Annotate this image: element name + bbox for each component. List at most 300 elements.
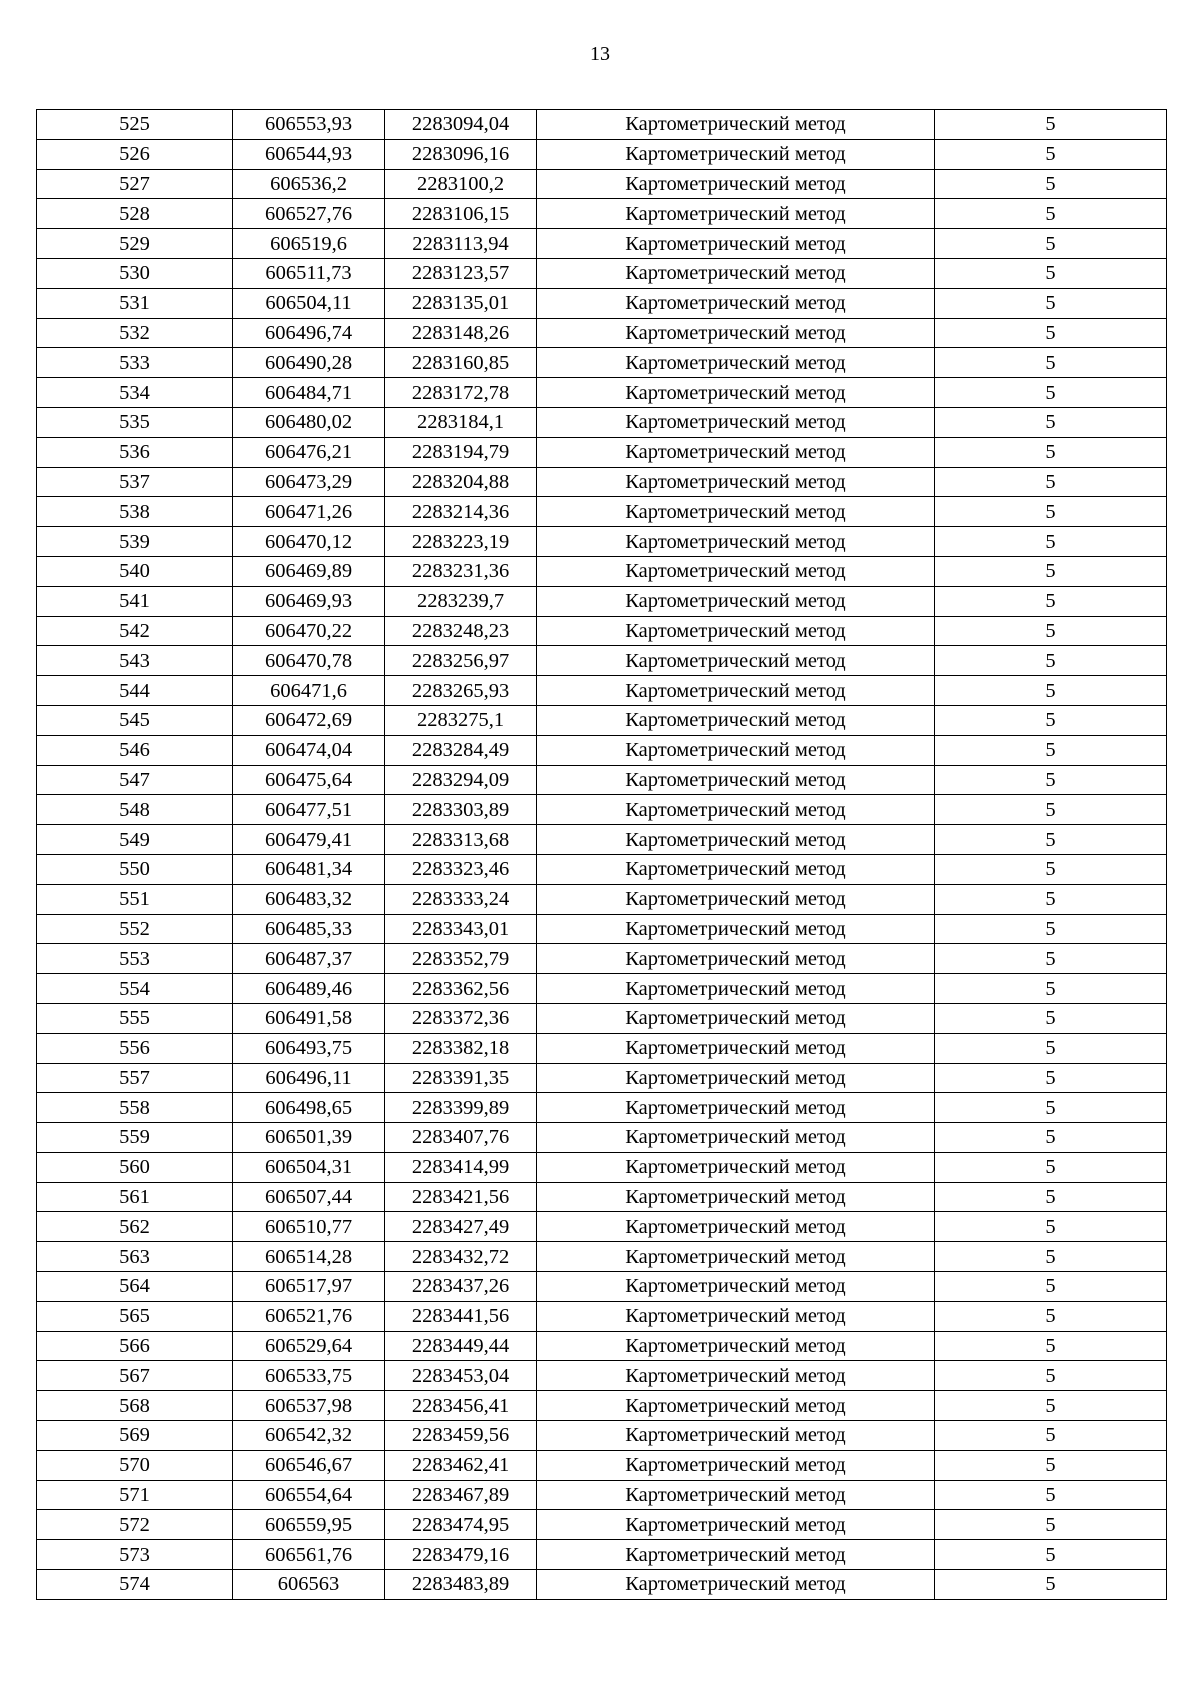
accuracy-cell: 5 bbox=[935, 1480, 1167, 1510]
method-cell: Картометрический метод bbox=[537, 1242, 935, 1272]
point-number-cell: 546 bbox=[37, 735, 233, 765]
x-coordinate-cell: 606504,31 bbox=[233, 1152, 385, 1182]
point-number-cell: 574 bbox=[37, 1570, 233, 1600]
method-cell: Картометрический метод bbox=[537, 1361, 935, 1391]
y-coordinate-cell: 2283223,19 bbox=[385, 527, 537, 557]
table-row bbox=[37, 348, 1167, 378]
accuracy-cell: 5 bbox=[935, 735, 1167, 765]
accuracy-cell: 5 bbox=[935, 437, 1167, 467]
method-cell: Картометрический метод bbox=[537, 795, 935, 825]
accuracy-cell: 5 bbox=[935, 199, 1167, 229]
method-cell: Картометрический метод bbox=[537, 467, 935, 497]
table-row bbox=[37, 616, 1167, 646]
point-number-cell: 545 bbox=[37, 705, 233, 735]
point-number-cell: 534 bbox=[37, 378, 233, 408]
x-coordinate-cell: 606529,64 bbox=[233, 1331, 385, 1361]
x-coordinate-cell: 606489,46 bbox=[233, 974, 385, 1004]
accuracy-cell: 5 bbox=[935, 318, 1167, 348]
y-coordinate-cell: 2283474,95 bbox=[385, 1510, 537, 1540]
table-row bbox=[37, 378, 1167, 408]
point-number-cell: 570 bbox=[37, 1450, 233, 1480]
point-number-cell: 569 bbox=[37, 1421, 233, 1451]
accuracy-cell: 5 bbox=[935, 944, 1167, 974]
point-number-cell: 538 bbox=[37, 497, 233, 527]
y-coordinate-cell: 2283343,01 bbox=[385, 914, 537, 944]
point-number-cell: 532 bbox=[37, 318, 233, 348]
method-cell: Картометрический метод bbox=[537, 825, 935, 855]
y-coordinate-cell: 2283135,01 bbox=[385, 288, 537, 318]
point-number-cell: 542 bbox=[37, 616, 233, 646]
point-number-cell: 563 bbox=[37, 1242, 233, 1272]
point-number-cell: 561 bbox=[37, 1182, 233, 1212]
method-cell: Картометрический метод bbox=[537, 497, 935, 527]
method-cell: Картометрический метод bbox=[537, 1421, 935, 1451]
table-row bbox=[37, 1242, 1167, 1272]
x-coordinate-cell: 606469,93 bbox=[233, 586, 385, 616]
method-cell: Картометрический метод bbox=[537, 199, 935, 229]
table-row bbox=[37, 229, 1167, 259]
method-cell: Картометрический метод bbox=[537, 139, 935, 169]
y-coordinate-cell: 2283352,79 bbox=[385, 944, 537, 974]
method-cell: Картометрический метод bbox=[537, 1570, 935, 1600]
point-number-cell: 531 bbox=[37, 288, 233, 318]
point-number-cell: 560 bbox=[37, 1152, 233, 1182]
x-coordinate-cell: 606527,76 bbox=[233, 199, 385, 229]
y-coordinate-cell: 2283172,78 bbox=[385, 378, 537, 408]
y-coordinate-cell: 2283414,99 bbox=[385, 1152, 537, 1182]
method-cell: Картометрический метод bbox=[537, 527, 935, 557]
table-row bbox=[37, 258, 1167, 288]
x-coordinate-cell: 606501,39 bbox=[233, 1123, 385, 1153]
method-cell: Картометрический метод bbox=[537, 974, 935, 1004]
y-coordinate-cell: 2283449,44 bbox=[385, 1331, 537, 1361]
point-number-cell: 551 bbox=[37, 884, 233, 914]
x-coordinate-cell: 606491,58 bbox=[233, 1003, 385, 1033]
method-cell: Картометрический метод bbox=[537, 646, 935, 676]
accuracy-cell: 5 bbox=[935, 110, 1167, 140]
x-coordinate-cell: 606533,75 bbox=[233, 1361, 385, 1391]
accuracy-cell: 5 bbox=[935, 1450, 1167, 1480]
accuracy-cell: 5 bbox=[935, 407, 1167, 437]
method-cell: Картометрический метод bbox=[537, 1033, 935, 1063]
accuracy-cell: 5 bbox=[935, 1272, 1167, 1302]
accuracy-cell: 5 bbox=[935, 556, 1167, 586]
method-cell: Картометрический метод bbox=[537, 765, 935, 795]
y-coordinate-cell: 2283094,04 bbox=[385, 110, 537, 140]
y-coordinate-cell: 2283303,89 bbox=[385, 795, 537, 825]
table-row bbox=[37, 1152, 1167, 1182]
method-cell: Картометрический метод bbox=[537, 1331, 935, 1361]
point-number-cell: 568 bbox=[37, 1391, 233, 1421]
point-number-cell: 573 bbox=[37, 1540, 233, 1570]
x-coordinate-cell: 606480,02 bbox=[233, 407, 385, 437]
method-cell: Картометрический метод bbox=[537, 586, 935, 616]
table-row bbox=[37, 1003, 1167, 1033]
x-coordinate-cell: 606473,29 bbox=[233, 467, 385, 497]
table-row bbox=[37, 1510, 1167, 1540]
y-coordinate-cell: 2283399,89 bbox=[385, 1093, 537, 1123]
point-number-cell: 556 bbox=[37, 1033, 233, 1063]
method-cell: Картометрический метод bbox=[537, 258, 935, 288]
x-coordinate-cell: 606474,04 bbox=[233, 735, 385, 765]
table-row bbox=[37, 556, 1167, 586]
method-cell: Картометрический метод bbox=[537, 1182, 935, 1212]
x-coordinate-cell: 606563 bbox=[233, 1570, 385, 1600]
table-row bbox=[37, 825, 1167, 855]
method-cell: Картометрический метод bbox=[537, 1272, 935, 1302]
table-row bbox=[37, 646, 1167, 676]
method-cell: Картометрический метод bbox=[537, 1391, 935, 1421]
table-row bbox=[37, 854, 1167, 884]
method-cell: Картометрический метод bbox=[537, 437, 935, 467]
accuracy-cell: 5 bbox=[935, 1093, 1167, 1123]
table-row bbox=[37, 1331, 1167, 1361]
x-coordinate-cell: 606546,67 bbox=[233, 1450, 385, 1480]
method-cell: Картометрический метод bbox=[537, 348, 935, 378]
table-row bbox=[37, 705, 1167, 735]
y-coordinate-cell: 2283294,09 bbox=[385, 765, 537, 795]
x-coordinate-cell: 606554,64 bbox=[233, 1480, 385, 1510]
accuracy-cell: 5 bbox=[935, 1510, 1167, 1540]
point-number-cell: 539 bbox=[37, 527, 233, 557]
y-coordinate-cell: 2283427,49 bbox=[385, 1212, 537, 1242]
y-coordinate-cell: 2283204,88 bbox=[385, 467, 537, 497]
method-cell: Картометрический метод bbox=[537, 169, 935, 199]
x-coordinate-cell: 606553,93 bbox=[233, 110, 385, 140]
y-coordinate-cell: 2283459,56 bbox=[385, 1421, 537, 1451]
y-coordinate-cell: 2283391,35 bbox=[385, 1063, 537, 1093]
y-coordinate-cell: 2283456,41 bbox=[385, 1391, 537, 1421]
table-row bbox=[37, 1421, 1167, 1451]
x-coordinate-cell: 606537,98 bbox=[233, 1391, 385, 1421]
y-coordinate-cell: 2283160,85 bbox=[385, 348, 537, 378]
y-coordinate-cell: 2283407,76 bbox=[385, 1123, 537, 1153]
accuracy-cell: 5 bbox=[935, 705, 1167, 735]
accuracy-cell: 5 bbox=[935, 1212, 1167, 1242]
table-row bbox=[37, 288, 1167, 318]
point-number-cell: 558 bbox=[37, 1093, 233, 1123]
y-coordinate-cell: 2283194,79 bbox=[385, 437, 537, 467]
point-number-cell: 550 bbox=[37, 854, 233, 884]
x-coordinate-cell: 606479,41 bbox=[233, 825, 385, 855]
method-cell: Картометрический метод bbox=[537, 318, 935, 348]
x-coordinate-cell: 606472,69 bbox=[233, 705, 385, 735]
point-number-cell: 527 bbox=[37, 169, 233, 199]
x-coordinate-cell: 606542,32 bbox=[233, 1421, 385, 1451]
accuracy-cell: 5 bbox=[935, 1391, 1167, 1421]
accuracy-cell: 5 bbox=[935, 1003, 1167, 1033]
point-number-cell: 557 bbox=[37, 1063, 233, 1093]
accuracy-cell: 5 bbox=[935, 646, 1167, 676]
x-coordinate-cell: 606511,73 bbox=[233, 258, 385, 288]
accuracy-cell: 5 bbox=[935, 1540, 1167, 1570]
y-coordinate-cell: 2283467,89 bbox=[385, 1480, 537, 1510]
method-cell: Картометрический метод bbox=[537, 1540, 935, 1570]
y-coordinate-cell: 2283265,93 bbox=[385, 676, 537, 706]
point-number-cell: 544 bbox=[37, 676, 233, 706]
point-number-cell: 535 bbox=[37, 407, 233, 437]
point-number-cell: 562 bbox=[37, 1212, 233, 1242]
y-coordinate-cell: 2283323,46 bbox=[385, 854, 537, 884]
y-coordinate-cell: 2283453,04 bbox=[385, 1361, 537, 1391]
table-row bbox=[37, 1540, 1167, 1570]
method-cell: Картометрический метод bbox=[537, 1510, 935, 1540]
point-number-cell: 526 bbox=[37, 139, 233, 169]
table-row bbox=[37, 1182, 1167, 1212]
point-number-cell: 525 bbox=[37, 110, 233, 140]
x-coordinate-cell: 606510,77 bbox=[233, 1212, 385, 1242]
point-number-cell: 572 bbox=[37, 1510, 233, 1540]
accuracy-cell: 5 bbox=[935, 795, 1167, 825]
accuracy-cell: 5 bbox=[935, 1331, 1167, 1361]
point-number-cell: 541 bbox=[37, 586, 233, 616]
point-number-cell: 530 bbox=[37, 258, 233, 288]
y-coordinate-cell: 2283148,26 bbox=[385, 318, 537, 348]
point-number-cell: 536 bbox=[37, 437, 233, 467]
table-row bbox=[37, 944, 1167, 974]
method-cell: Картометрический метод bbox=[537, 1093, 935, 1123]
accuracy-cell: 5 bbox=[935, 1182, 1167, 1212]
method-cell: Картометрический метод bbox=[537, 110, 935, 140]
table-row bbox=[37, 1570, 1167, 1600]
table-row bbox=[37, 1123, 1167, 1153]
table-row bbox=[37, 169, 1167, 199]
table-row bbox=[37, 527, 1167, 557]
accuracy-cell: 5 bbox=[935, 497, 1167, 527]
point-number-cell: 549 bbox=[37, 825, 233, 855]
accuracy-cell: 5 bbox=[935, 1361, 1167, 1391]
table-row bbox=[37, 199, 1167, 229]
method-cell: Картометрический метод bbox=[537, 1152, 935, 1182]
table-row bbox=[37, 1033, 1167, 1063]
x-coordinate-cell: 606544,93 bbox=[233, 139, 385, 169]
table-row bbox=[37, 914, 1167, 944]
method-cell: Картометрический метод bbox=[537, 735, 935, 765]
accuracy-cell: 5 bbox=[935, 169, 1167, 199]
y-coordinate-cell: 2283372,36 bbox=[385, 1003, 537, 1033]
method-cell: Картометрический метод bbox=[537, 1123, 935, 1153]
y-coordinate-cell: 2283432,72 bbox=[385, 1242, 537, 1272]
point-number-cell: 554 bbox=[37, 974, 233, 1004]
y-coordinate-cell: 2283106,15 bbox=[385, 199, 537, 229]
table-row bbox=[37, 676, 1167, 706]
accuracy-cell: 5 bbox=[935, 884, 1167, 914]
y-coordinate-cell: 2283113,94 bbox=[385, 229, 537, 259]
y-coordinate-cell: 2283123,57 bbox=[385, 258, 537, 288]
y-coordinate-cell: 2283462,41 bbox=[385, 1450, 537, 1480]
x-coordinate-cell: 606496,11 bbox=[233, 1063, 385, 1093]
table-row bbox=[37, 1361, 1167, 1391]
method-cell: Картометрический метод bbox=[537, 288, 935, 318]
table-row bbox=[37, 437, 1167, 467]
table-row bbox=[37, 1063, 1167, 1093]
table-row bbox=[37, 974, 1167, 1004]
y-coordinate-cell: 2283256,97 bbox=[385, 646, 537, 676]
point-number-cell: 565 bbox=[37, 1301, 233, 1331]
accuracy-cell: 5 bbox=[935, 974, 1167, 1004]
accuracy-cell: 5 bbox=[935, 586, 1167, 616]
point-number-cell: 553 bbox=[37, 944, 233, 974]
method-cell: Картометрический метод bbox=[537, 884, 935, 914]
x-coordinate-cell: 606470,12 bbox=[233, 527, 385, 557]
accuracy-cell: 5 bbox=[935, 348, 1167, 378]
x-coordinate-cell: 606517,97 bbox=[233, 1272, 385, 1302]
point-number-cell: 537 bbox=[37, 467, 233, 497]
y-coordinate-cell: 2283483,89 bbox=[385, 1570, 537, 1600]
method-cell: Картометрический метод bbox=[537, 1003, 935, 1033]
x-coordinate-cell: 606536,2 bbox=[233, 169, 385, 199]
accuracy-cell: 5 bbox=[935, 914, 1167, 944]
point-number-cell: 564 bbox=[37, 1272, 233, 1302]
accuracy-cell: 5 bbox=[935, 825, 1167, 855]
accuracy-cell: 5 bbox=[935, 854, 1167, 884]
y-coordinate-cell: 2283096,16 bbox=[385, 139, 537, 169]
accuracy-cell: 5 bbox=[935, 676, 1167, 706]
y-coordinate-cell: 2283100,2 bbox=[385, 169, 537, 199]
y-coordinate-cell: 2283275,1 bbox=[385, 705, 537, 735]
table-row bbox=[37, 110, 1167, 140]
accuracy-cell: 5 bbox=[935, 378, 1167, 408]
x-coordinate-cell: 606490,28 bbox=[233, 348, 385, 378]
y-coordinate-cell: 2283333,24 bbox=[385, 884, 537, 914]
method-cell: Картометрический метод bbox=[537, 854, 935, 884]
y-coordinate-cell: 2283362,56 bbox=[385, 974, 537, 1004]
y-coordinate-cell: 2283382,18 bbox=[385, 1033, 537, 1063]
accuracy-cell: 5 bbox=[935, 288, 1167, 318]
accuracy-cell: 5 bbox=[935, 1152, 1167, 1182]
y-coordinate-cell: 2283313,68 bbox=[385, 825, 537, 855]
method-cell: Картометрический метод bbox=[537, 229, 935, 259]
accuracy-cell: 5 bbox=[935, 1301, 1167, 1331]
accuracy-cell: 5 bbox=[935, 616, 1167, 646]
x-coordinate-cell: 606496,74 bbox=[233, 318, 385, 348]
accuracy-cell: 5 bbox=[935, 1063, 1167, 1093]
accuracy-cell: 5 bbox=[935, 1242, 1167, 1272]
x-coordinate-cell: 606476,21 bbox=[233, 437, 385, 467]
x-coordinate-cell: 606519,6 bbox=[233, 229, 385, 259]
method-cell: Картометрический метод bbox=[537, 1450, 935, 1480]
table-row bbox=[37, 765, 1167, 795]
table-row bbox=[37, 1480, 1167, 1510]
table-row bbox=[37, 1212, 1167, 1242]
method-cell: Картометрический метод bbox=[537, 1212, 935, 1242]
point-number-cell: 540 bbox=[37, 556, 233, 586]
point-number-cell: 533 bbox=[37, 348, 233, 378]
table-row bbox=[37, 884, 1167, 914]
x-coordinate-cell: 606561,76 bbox=[233, 1540, 385, 1570]
x-coordinate-cell: 606481,34 bbox=[233, 854, 385, 884]
coordinates-table bbox=[36, 109, 1167, 1600]
x-coordinate-cell: 606498,65 bbox=[233, 1093, 385, 1123]
table-row bbox=[37, 1391, 1167, 1421]
table-row bbox=[37, 318, 1167, 348]
table-row bbox=[37, 735, 1167, 765]
x-coordinate-cell: 606507,44 bbox=[233, 1182, 385, 1212]
x-coordinate-cell: 606559,95 bbox=[233, 1510, 385, 1540]
method-cell: Картометрический метод bbox=[537, 705, 935, 735]
table-row bbox=[37, 497, 1167, 527]
method-cell: Картометрический метод bbox=[537, 1480, 935, 1510]
accuracy-cell: 5 bbox=[935, 1421, 1167, 1451]
accuracy-cell: 5 bbox=[935, 527, 1167, 557]
x-coordinate-cell: 606514,28 bbox=[233, 1242, 385, 1272]
x-coordinate-cell: 606493,75 bbox=[233, 1033, 385, 1063]
accuracy-cell: 5 bbox=[935, 467, 1167, 497]
method-cell: Картометрический метод bbox=[537, 944, 935, 974]
point-number-cell: 559 bbox=[37, 1123, 233, 1153]
point-number-cell: 547 bbox=[37, 765, 233, 795]
y-coordinate-cell: 2283231,36 bbox=[385, 556, 537, 586]
point-number-cell: 552 bbox=[37, 914, 233, 944]
point-number-cell: 548 bbox=[37, 795, 233, 825]
x-coordinate-cell: 606483,32 bbox=[233, 884, 385, 914]
x-coordinate-cell: 606469,89 bbox=[233, 556, 385, 586]
y-coordinate-cell: 2283437,26 bbox=[385, 1272, 537, 1302]
coordinates-table-body bbox=[37, 110, 1167, 1600]
x-coordinate-cell: 606484,71 bbox=[233, 378, 385, 408]
y-coordinate-cell: 2283479,16 bbox=[385, 1540, 537, 1570]
point-number-cell: 528 bbox=[37, 199, 233, 229]
table-row bbox=[37, 1450, 1167, 1480]
table-row bbox=[37, 407, 1167, 437]
method-cell: Картометрический метод bbox=[537, 1063, 935, 1093]
table-row bbox=[37, 586, 1167, 616]
table-row bbox=[37, 1093, 1167, 1123]
method-cell: Картометрический метод bbox=[537, 556, 935, 586]
table-row bbox=[37, 795, 1167, 825]
x-coordinate-cell: 606504,11 bbox=[233, 288, 385, 318]
x-coordinate-cell: 606475,64 bbox=[233, 765, 385, 795]
method-cell: Картометрический метод bbox=[537, 616, 935, 646]
page-number: 13 bbox=[590, 43, 610, 65]
accuracy-cell: 5 bbox=[935, 258, 1167, 288]
method-cell: Картометрический метод bbox=[537, 1301, 935, 1331]
x-coordinate-cell: 606477,51 bbox=[233, 795, 385, 825]
table-row bbox=[37, 1272, 1167, 1302]
y-coordinate-cell: 2283184,1 bbox=[385, 407, 537, 437]
x-coordinate-cell: 606485,33 bbox=[233, 914, 385, 944]
table-row bbox=[37, 139, 1167, 169]
method-cell: Картометрический метод bbox=[537, 676, 935, 706]
method-cell: Картометрический метод bbox=[537, 407, 935, 437]
x-coordinate-cell: 606487,37 bbox=[233, 944, 385, 974]
x-coordinate-cell: 606470,22 bbox=[233, 616, 385, 646]
method-cell: Картометрический метод bbox=[537, 914, 935, 944]
accuracy-cell: 5 bbox=[935, 1570, 1167, 1600]
x-coordinate-cell: 606470,78 bbox=[233, 646, 385, 676]
y-coordinate-cell: 2283214,36 bbox=[385, 497, 537, 527]
point-number-cell: 543 bbox=[37, 646, 233, 676]
accuracy-cell: 5 bbox=[935, 765, 1167, 795]
point-number-cell: 566 bbox=[37, 1331, 233, 1361]
y-coordinate-cell: 2283239,7 bbox=[385, 586, 537, 616]
x-coordinate-cell: 606521,76 bbox=[233, 1301, 385, 1331]
y-coordinate-cell: 2283421,56 bbox=[385, 1182, 537, 1212]
point-number-cell: 555 bbox=[37, 1003, 233, 1033]
y-coordinate-cell: 2283441,56 bbox=[385, 1301, 537, 1331]
accuracy-cell: 5 bbox=[935, 1123, 1167, 1153]
accuracy-cell: 5 bbox=[935, 229, 1167, 259]
method-cell: Картометрический метод bbox=[537, 378, 935, 408]
accuracy-cell: 5 bbox=[935, 1033, 1167, 1063]
table-row bbox=[37, 1301, 1167, 1331]
point-number-cell: 529 bbox=[37, 229, 233, 259]
point-number-cell: 567 bbox=[37, 1361, 233, 1391]
table-row bbox=[37, 467, 1167, 497]
accuracy-cell: 5 bbox=[935, 139, 1167, 169]
y-coordinate-cell: 2283248,23 bbox=[385, 616, 537, 646]
y-coordinate-cell: 2283284,49 bbox=[385, 735, 537, 765]
